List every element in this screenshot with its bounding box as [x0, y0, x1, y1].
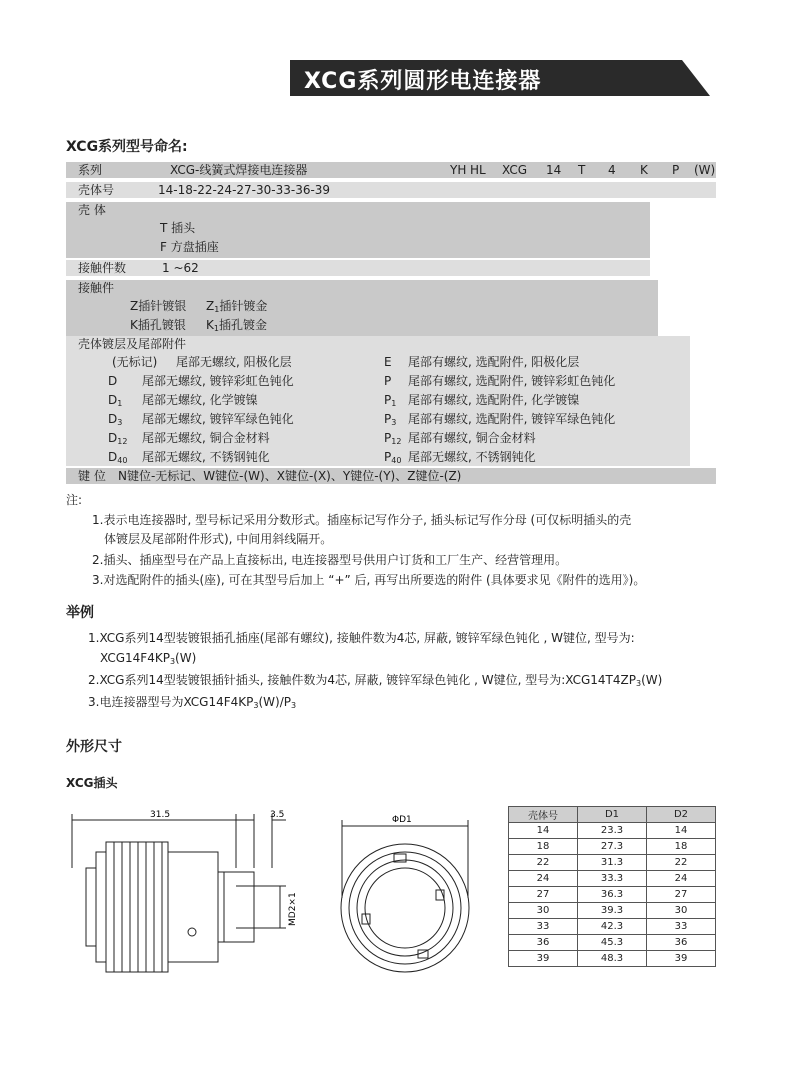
plating-code: $P_{40}$ [384, 450, 402, 465]
code-part-shell: 14 [546, 163, 562, 177]
table-header-row [509, 807, 716, 823]
shell-no-label: 壳体号 [78, 183, 115, 197]
plating-code: $D_3$ [108, 412, 123, 427]
table-cell: 42.3 [578, 919, 647, 935]
code-part-count: 4 [608, 163, 616, 177]
table-cell: 36 [647, 935, 716, 951]
example-2: 2.XCG系列14型装镀银插针插头, 接触件数为4芯, 屏蔽, 镀锌军绿色钝化 , W键位, 型号为$:XCG14T4ZP_3(W)$ [88, 673, 663, 688]
table-cell: 23.3 [578, 823, 647, 839]
dimensions-heading: 外形尺寸 [66, 739, 122, 755]
shell-no-value: 14-18-22-24-27-30-33-36-39 [158, 183, 331, 197]
plating-code: $D_{12}$ [108, 431, 128, 446]
table-cell: 24 [509, 871, 578, 887]
shell-no-row [66, 182, 716, 198]
table-cell: 48.3 [578, 951, 647, 967]
plating-description: 尾部有螺纹, 铜合金材料 [408, 431, 536, 445]
plating-code: $D_1$ [108, 393, 123, 408]
plating-code: $P_{12}$ [384, 431, 402, 446]
table-cell: 24 [647, 871, 716, 887]
table-cell: 36 [509, 935, 578, 951]
table-cell: 27.3 [578, 839, 647, 855]
table-cell: 39 [647, 951, 716, 967]
contacts-count-label: 接触件数 [78, 261, 127, 275]
page-title: XCG系列圆形电连接器 [304, 69, 542, 94]
table-header-shell: 壳体号 [509, 807, 578, 823]
dim-thread-label: MD2×1 [288, 892, 298, 926]
plug-heading: XCG插头 [66, 776, 118, 790]
plating-description: 尾部无螺纹, 铜合金材料 [142, 431, 270, 445]
table-cell: 45.3 [578, 935, 647, 951]
series-value: XCG-线簧式焊接电连接器 [170, 163, 308, 177]
key-label: 键 位 [78, 469, 106, 483]
plating-code: $D_{40}$ [108, 450, 128, 465]
code-part-yh: YH [450, 163, 467, 177]
plating-code: P [384, 374, 392, 388]
key-row [66, 468, 716, 484]
table-row [509, 919, 716, 935]
plating-description: 尾部无螺纹, 镀锌彩虹色钝化 [142, 374, 294, 388]
table-row [509, 855, 716, 871]
dim-length-label: 31.5 [150, 810, 171, 820]
contacts-count-row [66, 260, 650, 276]
plating-description: 尾部无螺纹, 不锈钢钝化 [142, 450, 270, 464]
code-part-hl: HL [470, 163, 486, 177]
table-cell: 27 [647, 887, 716, 903]
table-cell: 14 [647, 823, 716, 839]
contact-k1: $K_1$插孔镀金 [206, 318, 267, 333]
contact-z1: $Z_1$插针镀金 [206, 299, 268, 314]
table-header-d1: D1 [578, 807, 647, 823]
shell-row [66, 202, 650, 258]
code-part-type: T [578, 163, 586, 177]
contact-row [66, 280, 658, 336]
contacts-count-value: 1 ~62 [162, 261, 199, 275]
naming-heading: XCG系列型号命名: [66, 139, 188, 155]
plating-row [66, 336, 690, 466]
table-row [509, 871, 716, 887]
note-3: 3.对选配附件的插头(座), 可在其型号后加上 “+” 后, 再写出所要选的附件 (具体要求见《附件的选用》)。 [92, 573, 646, 587]
example-3: 3.电连接器型号为$XCG14F4KP_3(W)/P_3$ [88, 695, 297, 710]
table-cell: 33.3 [578, 871, 647, 887]
plating-description: 尾部无螺纹, 镀锌军绿色钝化 [142, 412, 294, 426]
example-1a: 1.XCG系列14型装镀银插孔插座(尾部有螺纹), 接触件数为4芯, 屏蔽, 镀锌军绿色钝化 , W键位, 型号为: [88, 631, 635, 645]
plating-code: $P_3$ [384, 412, 397, 427]
dimensions-table [508, 806, 716, 967]
table-row [509, 887, 716, 903]
table-cell: 22 [509, 855, 578, 871]
series-label: 系列 [78, 163, 103, 177]
table-row [509, 903, 716, 919]
shell-label: 壳 体 [78, 203, 106, 217]
table-cell: 18 [647, 839, 716, 855]
shell-f: F 方盘插座 [160, 240, 219, 254]
table-cell: 31.3 [578, 855, 647, 871]
table-cell: 39 [509, 951, 578, 967]
note-2: 2.插头、插座型号在产品上直接标出, 电连接器型号供用户订货和工厂生产、经营管理用。 [92, 553, 568, 567]
plating-description: 尾部有螺纹, 选配附件, 镀锌彩虹色钝化 [408, 374, 616, 388]
example-1b: $XCG14F4KP_3(W)$ [100, 651, 197, 666]
table-header-d2: D2 [647, 807, 716, 823]
table-body [509, 823, 716, 967]
table-cell: 30 [647, 903, 716, 919]
shell-t: T 插头 [160, 221, 196, 235]
plating-code: (无标记) [112, 355, 158, 369]
table-row [509, 951, 716, 967]
contact-k: K插孔镀银 [130, 318, 186, 332]
table-cell: 22 [647, 855, 716, 871]
plating-label: 壳体镀层及尾部附件 [78, 337, 187, 351]
plating-code: E [384, 355, 392, 369]
table-cell: 33 [509, 919, 578, 935]
table-cell: 14 [509, 823, 578, 839]
table-row [509, 823, 716, 839]
table-cell: 39.3 [578, 903, 647, 919]
examples-heading: 举例 [66, 605, 94, 621]
plating-description: 尾部有螺纹, 选配附件, 化学镀镍 [408, 393, 580, 407]
table-cell: 18 [509, 839, 578, 855]
dim-tail-label: 3.5 [270, 810, 285, 820]
table-cell: 30 [509, 903, 578, 919]
notes-label: 注: [66, 493, 83, 507]
dim-diameter-label: ΦD1 [392, 815, 412, 825]
plating-description: 尾部无螺纹, 阳极化层 [176, 355, 292, 369]
code-part-key: (W) [694, 163, 716, 177]
table-row [509, 935, 716, 951]
note-1a: 1.表示电连接器时, 型号标记采用分数形式。插座标记写作分子, 插头标记写作分母 (可仅标明插头的壳 [92, 513, 632, 527]
plug-side-view-drawing [66, 808, 306, 998]
table-cell: 33 [647, 919, 716, 935]
plating-description: 尾部无螺纹, 不锈钢钝化 [408, 450, 536, 464]
plating-code: $P_1$ [384, 393, 397, 408]
key-value: N键位-无标记、W键位-(W)、X键位-(X)、Y键位-(Y)、Z键位-(Z) [118, 469, 462, 483]
plating-description: 尾部有螺纹, 选配附件, 镀锌军绿色钝化 [408, 412, 616, 426]
series-row [66, 162, 716, 178]
plug-front-view-drawing [336, 808, 476, 998]
plating-description: 尾部有螺纹, 选配附件, 阳极化层 [408, 355, 580, 369]
code-part-plating: P [672, 163, 680, 177]
table-cell: 27 [509, 887, 578, 903]
code-part-xcg: XCG [502, 163, 528, 177]
plating-description: 尾部无螺纹, 化学镀镍 [142, 393, 258, 407]
title-banner [290, 60, 710, 96]
note-1b: 体镀层及尾部附件形式), 中间用斜线隔开。 [104, 532, 333, 546]
code-part-contact: K [640, 163, 648, 177]
contact-label: 接触件 [78, 281, 115, 295]
contact-z: Z插针镀银 [130, 299, 187, 313]
plating-code: D [108, 374, 118, 388]
table-row [509, 839, 716, 855]
table-cell: 36.3 [578, 887, 647, 903]
